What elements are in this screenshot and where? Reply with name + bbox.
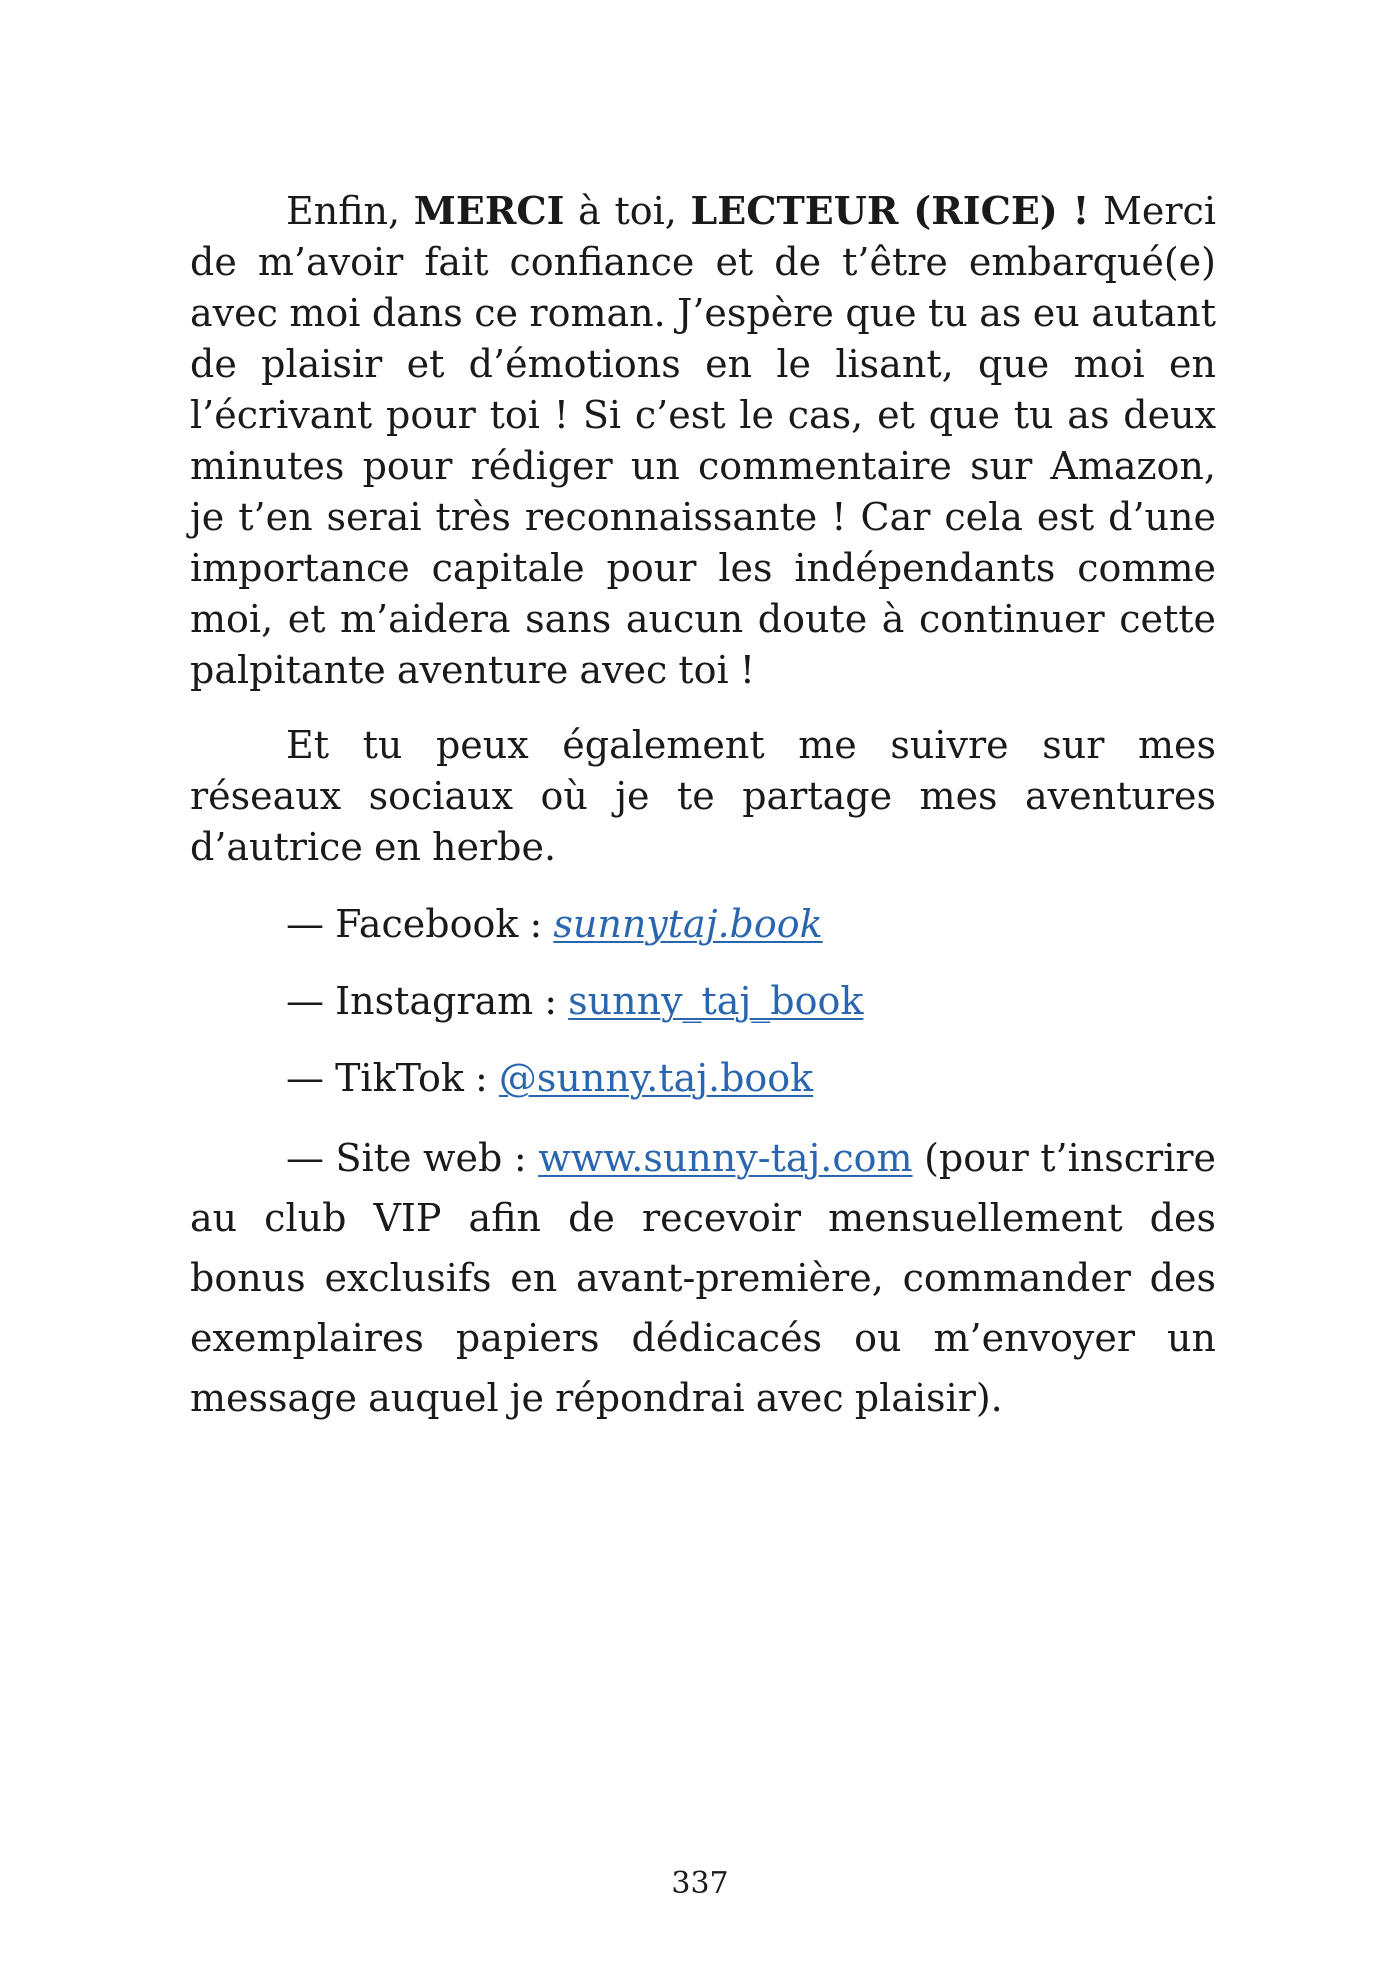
- website-description: (pour t’inscrire au club VIP afin de recevoir mensuellement des bonus exclusifs en avant-première, commander des exemplaires papiers dédicacés ou m’envoyer un message auquel je répondrai avec plaisir).: [190, 1136, 1216, 1420]
- thanks-merci: MERCI: [413, 188, 565, 233]
- tiktok-label: — TikTok :: [286, 1056, 499, 1100]
- thanks-intro: Enfin,: [286, 189, 414, 233]
- thanks-paragraph: [190, 185, 1216, 696]
- tiktok-link[interactable]: @sunny.taj.book: [498, 1056, 814, 1100]
- page-number: 337: [671, 1866, 729, 1901]
- thanks-middle: à toi,: [564, 189, 691, 233]
- instagram-label: — Instagram :: [286, 979, 569, 1023]
- tiktok-line: [190, 1053, 1216, 1104]
- website-paragraph: [190, 1128, 1216, 1428]
- thanks-lecteur: LECTEUR (RICE) !: [690, 188, 1090, 233]
- facebook-line: [190, 899, 1216, 950]
- facebook-link[interactable]: sunnytaj.book: [553, 902, 823, 946]
- thanks-rest: Merci de m’avoir fait confiance et de t’être embarqué(e) avec moi dans ce roman. J’espère que tu as eu autant de plaisir et d’émotions en le lisant, que moi en l’écrivant pour toi ! Si c’est le cas, et que tu as deux minutes pour rédiger un commentaire sur Amazon, je t’en serai très reconnaissante ! Car cela est d’une importance capitale pour les indépendants comme moi, et m’aidera sans aucun doute à continuer cette palpitante aventure avec toi !: [190, 189, 1216, 692]
- instagram-link[interactable]: sunny_taj_book: [568, 979, 864, 1023]
- facebook-label: — Facebook :: [286, 902, 554, 946]
- instagram-line: [190, 976, 1216, 1027]
- website-link[interactable]: www.sunny-taj.com: [538, 1136, 913, 1180]
- page-content: [190, 185, 1216, 1428]
- follow-paragraph: Et tu peux également me suivre sur mes réseaux sociaux où je te partage mes aventures d’autrice en herbe.: [190, 723, 1216, 869]
- website-label: — Site web :: [286, 1136, 539, 1180]
